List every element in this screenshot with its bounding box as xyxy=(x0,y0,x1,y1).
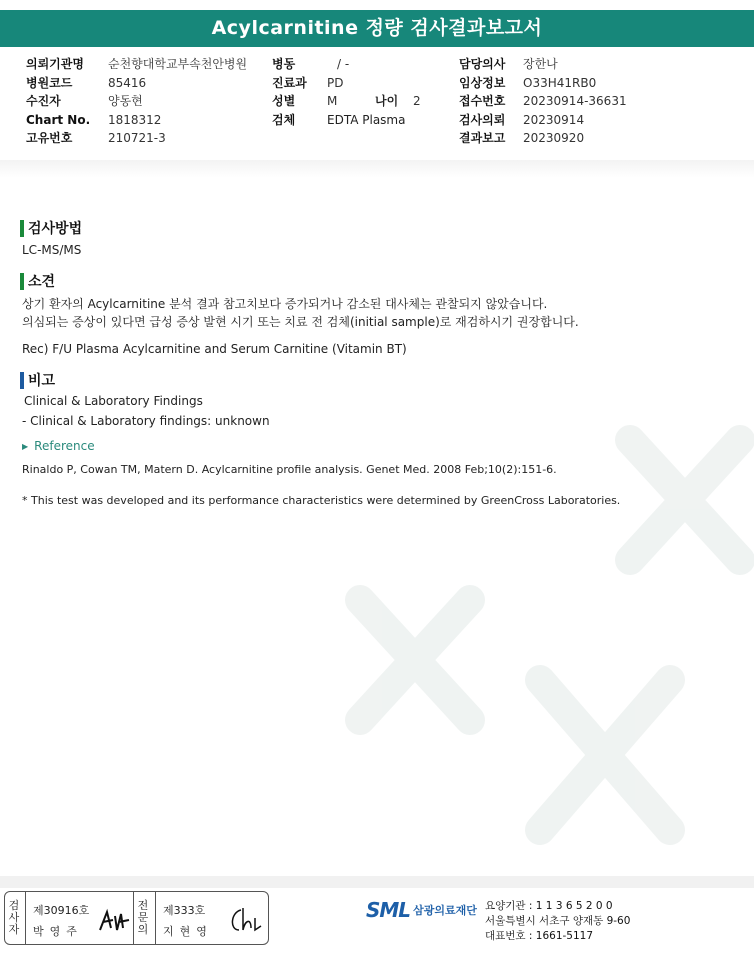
info-value: 20230920 xyxy=(523,131,585,145)
info-row xyxy=(459,74,627,93)
info-row xyxy=(459,111,627,130)
specialist-license-no: 제333호 xyxy=(163,904,206,917)
tester-name: 박영주 xyxy=(33,925,83,938)
specimen-value: EDTA Plasma xyxy=(327,112,406,127)
info-row xyxy=(272,92,461,111)
tester-label-char: 검 xyxy=(8,899,20,912)
tester-label xyxy=(8,900,20,936)
specialist-label-char: 의 xyxy=(137,923,149,936)
remarks-line-2: - Clinical & Laboratory findings: unknown xyxy=(22,414,270,428)
disclaimer-text: * This test was developed and its performance characteristics were determined by GreenCross Laboratories. xyxy=(22,494,621,507)
remarks-line-1: Clinical & Laboratory Findings xyxy=(24,394,203,408)
reference-citation: Rinaldo P, Cowan TM, Matern D. Acylcarnitine profile analysis. Genet Med. 2008 Feb;10(2):151-6. xyxy=(22,463,557,476)
footer-divider xyxy=(0,876,754,888)
info-label: 결과보고 xyxy=(459,131,506,145)
box-divider xyxy=(155,892,156,944)
findings-line-2: 의심되는 증상이 있다면 급성 증상 발현 시기 또는 치료 전 검체(initial sample)로 재검하시기 권장합니다. xyxy=(22,315,579,329)
age-value: 2 xyxy=(413,94,421,108)
info-row xyxy=(26,129,247,148)
specialist-label-char: 전 xyxy=(137,899,149,912)
section-marker xyxy=(20,372,24,389)
info-value: 양동현 xyxy=(108,94,143,108)
section-title: 비고 xyxy=(28,373,56,389)
info-row xyxy=(26,55,247,74)
info-value: 210721-3 xyxy=(108,131,166,145)
patient-info-column-1 xyxy=(26,55,247,148)
info-value: 20230914 xyxy=(523,112,585,127)
info-value: 순천향대학교부속천안병원 xyxy=(108,57,248,71)
specialist-signature-image xyxy=(227,904,265,936)
tester-label-char: 자 xyxy=(8,923,20,936)
info-label: 의뢰기관명 xyxy=(26,57,84,71)
contact-info xyxy=(485,899,630,944)
findings-line-1: 상기 환자의 Acylcarnitine 분석 결과 참고치보다 증가되거나 감소된 대사체는 관찰되지 않았습니다. xyxy=(22,297,548,311)
info-value: 20230914-36631 xyxy=(523,94,627,108)
specialist-name: 지현영 xyxy=(163,925,213,938)
info-row xyxy=(459,55,627,74)
info-value: 1818312 xyxy=(108,112,162,127)
info-label: 병원코드 xyxy=(26,75,73,90)
age-label: 나이 xyxy=(375,94,399,108)
info-row xyxy=(272,74,461,93)
info-label: 접수번호 xyxy=(459,94,506,108)
header-divider xyxy=(0,160,754,178)
dept-value: PD xyxy=(327,75,344,90)
triangle-bullet-icon: ▶ xyxy=(22,441,29,451)
reference-heading xyxy=(22,439,95,453)
info-label: 검사의뢰 xyxy=(459,112,506,127)
info-row xyxy=(26,74,247,93)
dept-label: 진료과 xyxy=(272,75,307,90)
ward-label: 병동 xyxy=(272,57,296,71)
section-title: 소견 xyxy=(28,274,56,290)
contact-line-1: 요양기관 : 1 1 3 6 5 2 0 0 xyxy=(485,900,613,912)
patient-info-column-2 xyxy=(272,55,461,129)
info-row xyxy=(272,111,461,130)
contact-line-2: 서울특별시 서초구 양재동 9-60 xyxy=(485,915,631,927)
info-value: O33H41RB0 xyxy=(523,75,597,90)
info-label: 수진자 xyxy=(26,94,61,108)
specimen-label: 검체 xyxy=(272,112,296,127)
info-value: 장한나 xyxy=(523,57,558,71)
box-divider xyxy=(25,892,26,944)
specialist-label xyxy=(137,900,149,936)
method-section-heading xyxy=(20,218,82,238)
info-row xyxy=(26,92,247,111)
info-row xyxy=(272,55,461,74)
sex-label: 성별 xyxy=(272,94,296,108)
report-title: Acylcarnitine 정량 검사결과보고서 xyxy=(0,10,754,47)
ward-value: / - xyxy=(337,57,350,71)
section-marker xyxy=(20,273,24,290)
info-row xyxy=(459,92,627,111)
info-value: 85416 xyxy=(108,75,147,90)
reference-title: Reference xyxy=(34,439,95,453)
remarks-section-heading xyxy=(20,370,55,390)
box-divider xyxy=(133,892,134,944)
patient-info-column-3 xyxy=(459,55,627,148)
findings-section-heading xyxy=(20,271,55,291)
findings-line-3: Rec) F/U Plasma Acylcarnitine and Serum Carnitine (Vitamin BT) xyxy=(22,342,407,356)
info-label: Chart No. xyxy=(26,112,91,127)
logo-name: 삼광의료재단 xyxy=(413,904,477,917)
info-label: 임상정보 xyxy=(459,75,506,90)
specialist-label-char: 문 xyxy=(137,911,149,924)
signature-box xyxy=(4,891,269,945)
sml-logo xyxy=(366,898,477,922)
info-row xyxy=(26,111,247,130)
tester-label-char: 사 xyxy=(8,911,20,924)
contact-line-3: 대표번호 : 1661-5117 xyxy=(485,930,594,942)
method-text: LC-MS/MS xyxy=(22,243,82,257)
tester-signature-image xyxy=(97,906,131,936)
info-row xyxy=(459,129,627,148)
info-label: 담당의사 xyxy=(459,57,506,71)
section-title: 검사방법 xyxy=(28,221,83,237)
sex-value: M xyxy=(327,94,338,108)
info-label: 고유번호 xyxy=(26,131,73,145)
section-marker xyxy=(20,220,24,237)
tester-license-no: 제30916호 xyxy=(33,904,90,917)
logo-mark: SML xyxy=(366,898,411,922)
